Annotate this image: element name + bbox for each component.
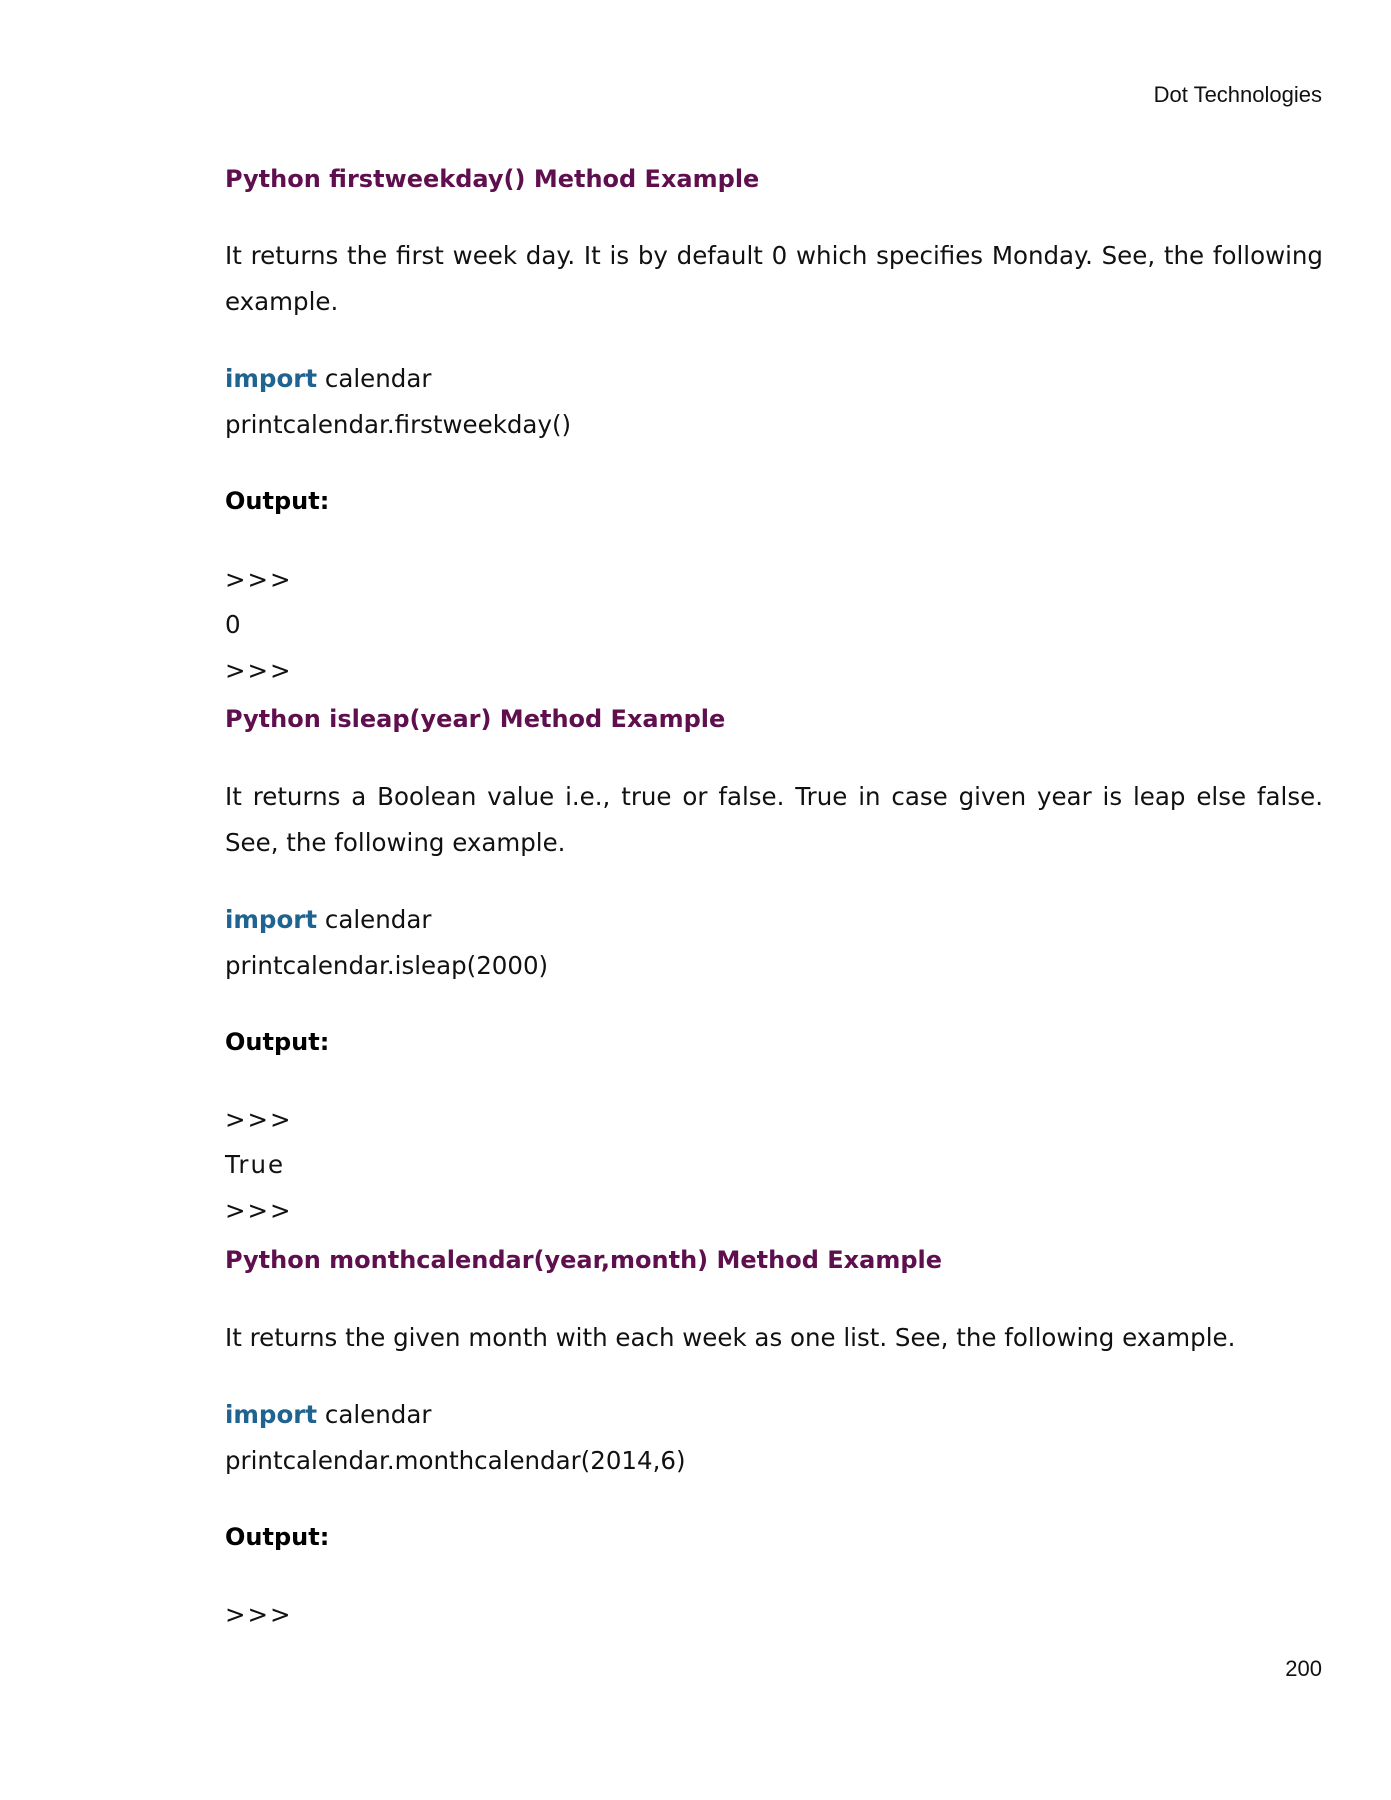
- output-label: Output:: [225, 487, 330, 515]
- section-heading-isleap: Python isleap(year) Method Example: [225, 705, 726, 733]
- section-description: It returns the first week day. It is by default 0 which specifies Monday. See, the following example.: [225, 241, 1323, 316]
- output-label: Output:: [225, 1523, 330, 1551]
- output-line: True: [225, 1150, 286, 1179]
- output-line: >>>: [225, 1600, 293, 1629]
- output-line: >>>: [225, 1105, 293, 1134]
- section-description: It returns a Boolean value i.e., true or false. True in case given year is leap else false. See, the following example.: [225, 782, 1323, 857]
- section-description: It returns the given month with each week as one list. See, the following example.: [225, 1323, 1236, 1352]
- code-import-module: calendar: [317, 905, 432, 934]
- code-import-line: [225, 1400, 431, 1429]
- output-line: >>>: [225, 1196, 293, 1225]
- code-import-line: [225, 905, 431, 934]
- code-keyword: import: [225, 905, 318, 934]
- output-label: Output:: [225, 1028, 330, 1056]
- output-line: >>>: [225, 565, 293, 594]
- code-keyword: import: [225, 364, 318, 393]
- code-call-line: printcalendar.monthcalendar(2014,6): [225, 1446, 686, 1475]
- code-import-line: [225, 364, 431, 393]
- section-heading-firstweekday: Python firstweekday() Method Example: [225, 165, 760, 193]
- code-import-module: calendar: [317, 364, 432, 393]
- code-import-module: calendar: [317, 1400, 432, 1429]
- section-heading-monthcalendar: Python monthcalendar(year,month) Method Example: [225, 1246, 943, 1274]
- code-call-line: printcalendar.firstweekday(): [225, 410, 572, 439]
- output-line: >>>: [225, 656, 293, 685]
- header-title: Dot Technologies: [1153, 82, 1322, 107]
- output-line: 0: [225, 610, 243, 639]
- code-call-line: printcalendar.isleap(2000): [225, 951, 549, 980]
- page-number: 200: [1285, 1656, 1322, 1681]
- code-keyword: import: [225, 1400, 318, 1429]
